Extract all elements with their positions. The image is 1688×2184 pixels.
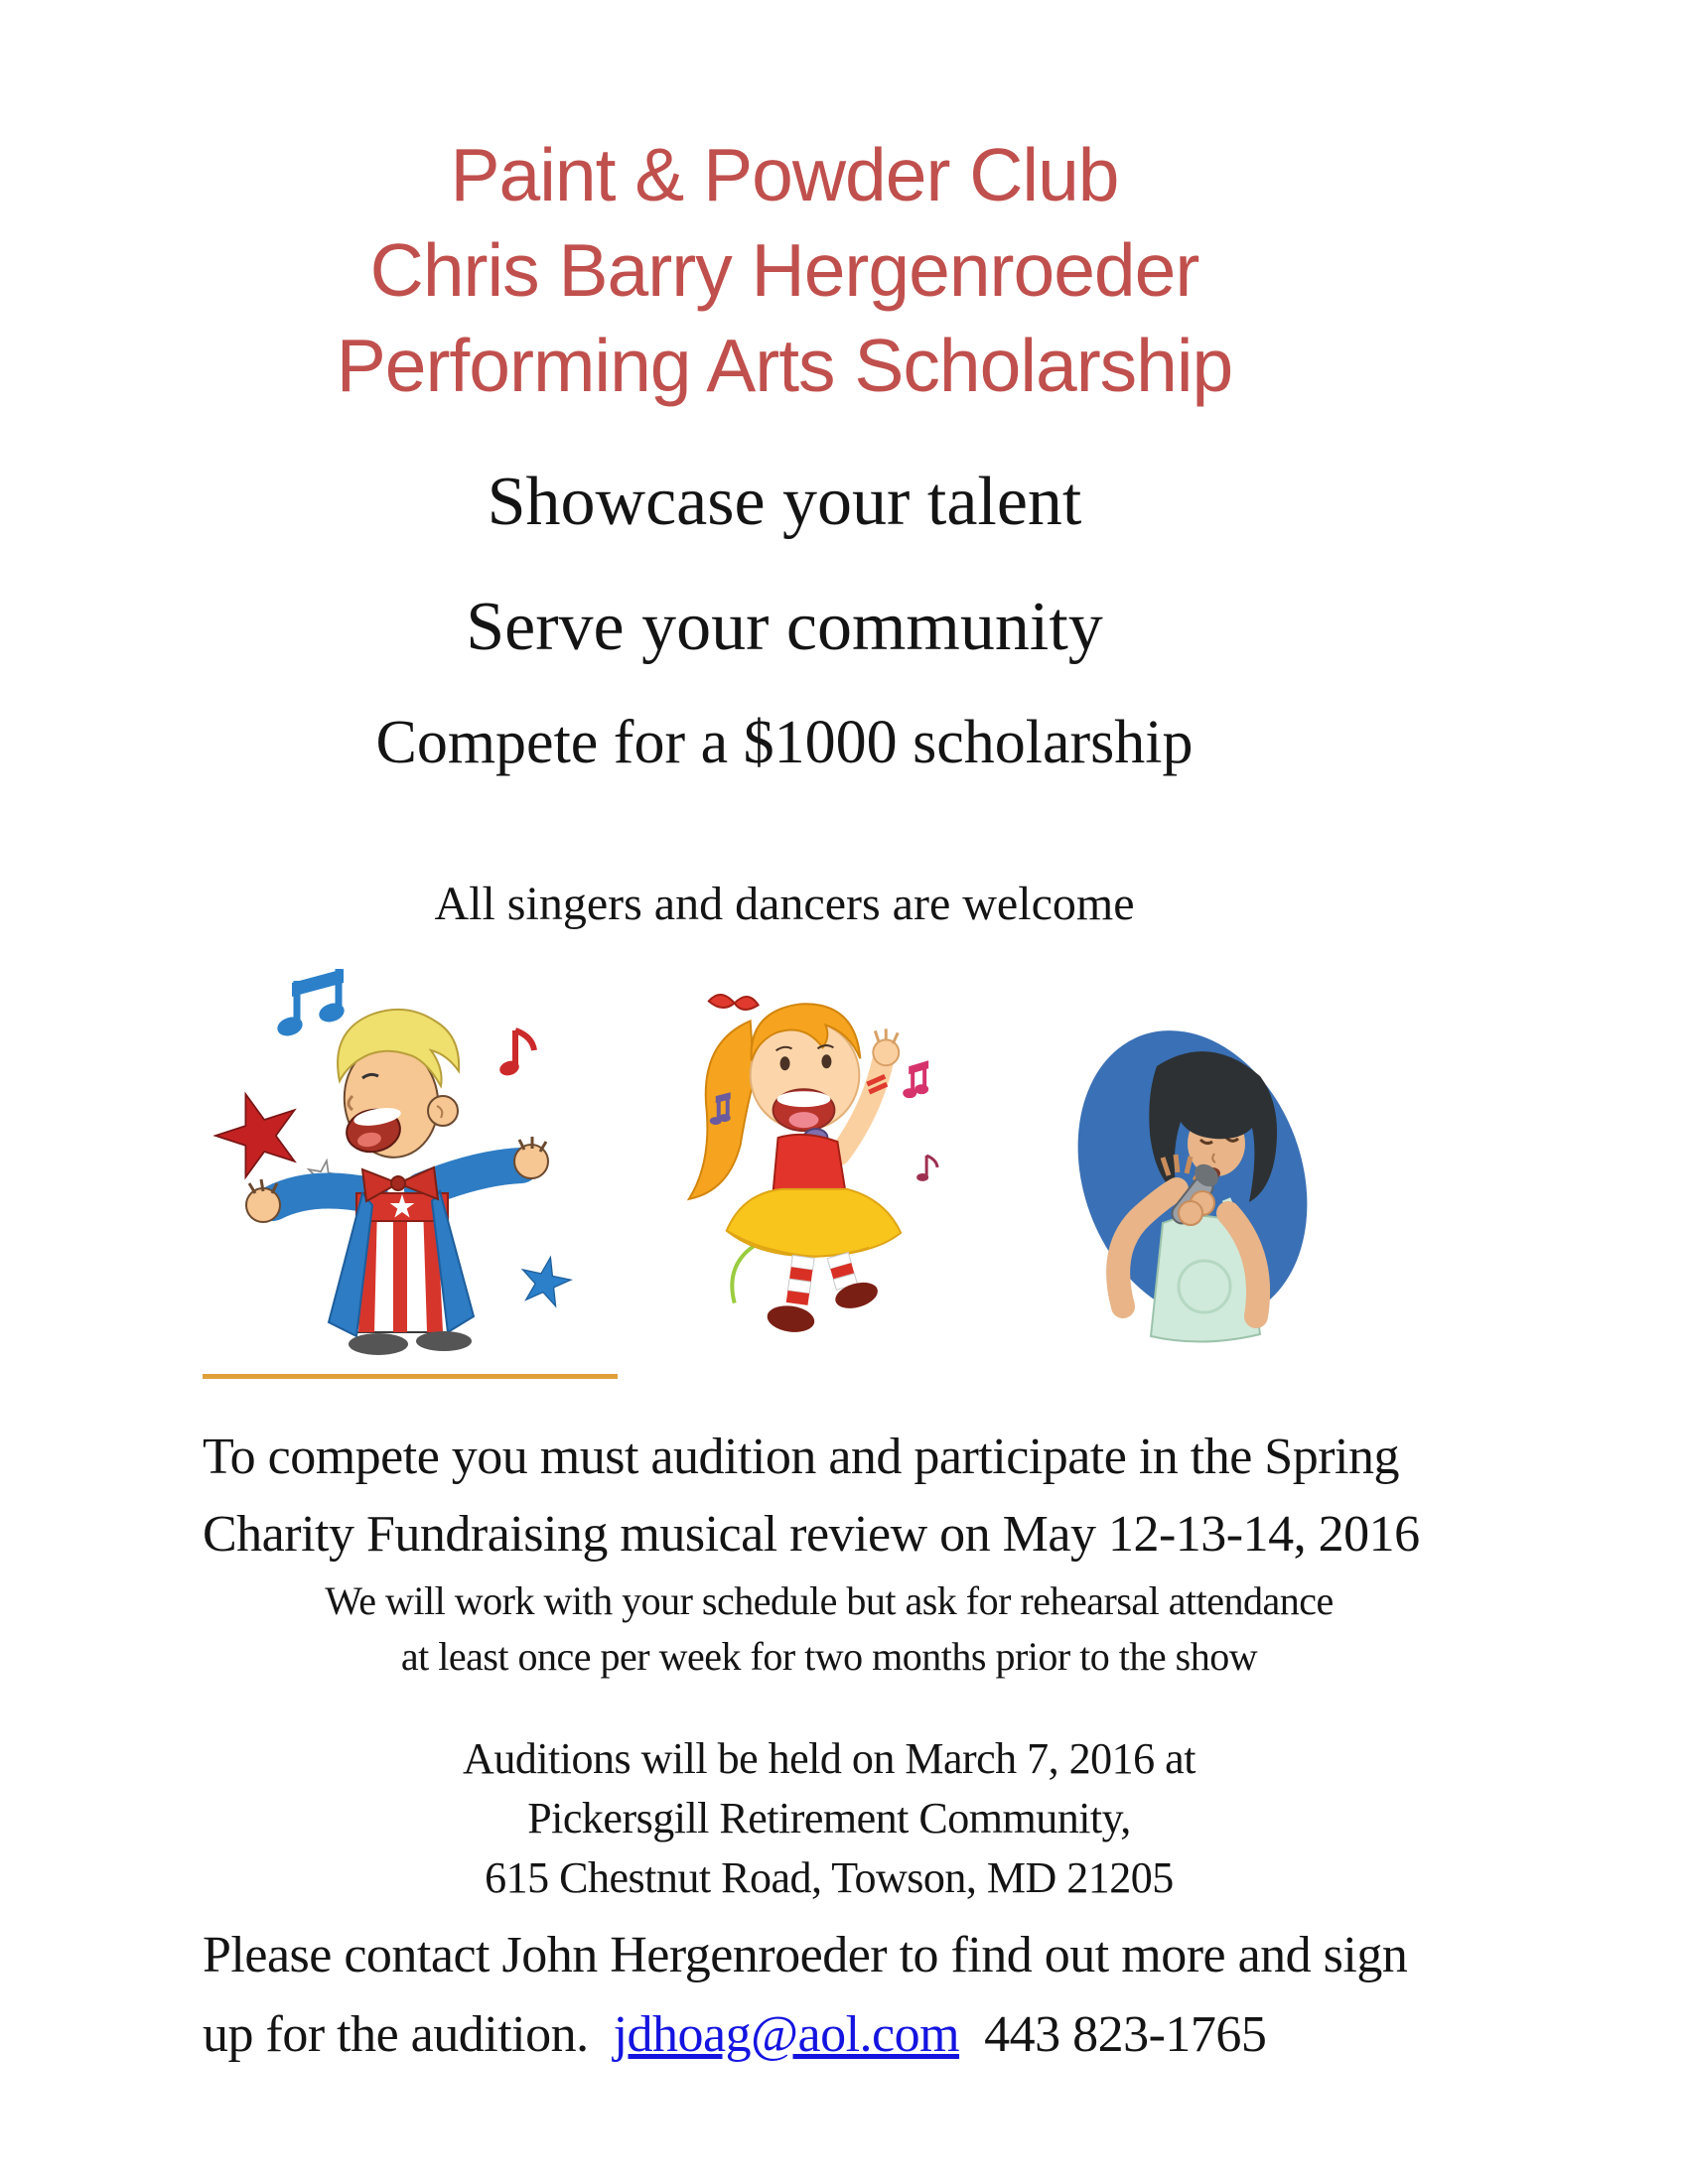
title-line-3: Performing Arts Scholarship — [336, 324, 1233, 407]
welcome-line: All singers and dancers are welcome — [434, 878, 1135, 930]
email-link[interactable]: jdhoag@aol.com — [613, 2006, 960, 2063]
compete-paragraph — [203, 1419, 1622, 1573]
contact-line-1: Please contact John Hergenroeder to find out more and sign — [203, 1927, 1408, 1983]
blue-music-notes-icon — [275, 969, 347, 1039]
rehearsal-note — [203, 1573, 1456, 1685]
headline-compete: Compete for a $1000 scholarship — [375, 709, 1194, 776]
title-line-1: Paint & Powder Club — [450, 133, 1119, 216]
rehearsal-note-line-1: We will work with your schedule but ask for rehearsal attendance — [325, 1578, 1334, 1623]
contact-line-2 — [203, 1995, 1652, 2075]
contact-line-2-text: up for the audition. — [203, 2006, 614, 2063]
divider-line — [203, 1374, 618, 1379]
rehearsal-note-line-2: at least once per week for two months prior to the show — [400, 1634, 1258, 1679]
auditions-line-2: Pickersgill Retirement Community, — [527, 1794, 1131, 1843]
dancing-girl-clipart — [632, 961, 973, 1353]
title-line-2: Chris Barry Hergenroeder — [369, 228, 1199, 312]
red-star-icon — [211, 1081, 310, 1182]
man-figure — [246, 1010, 548, 1355]
auditions-line-3: 615 Chestnut Road, Towson, MD 21205 — [485, 1853, 1174, 1902]
girl-figure — [689, 995, 901, 1335]
compete-paragraph-line-2: Charity Fundraising musical review on May 12-13-14, 2016 — [203, 1506, 1420, 1563]
blue-star-icon — [516, 1252, 574, 1307]
auditions-details — [203, 1729, 1456, 1908]
page-title — [0, 127, 1569, 413]
headline-showcase: Showcase your talent — [487, 464, 1082, 540]
clipart-row — [0, 943, 1569, 1374]
contact-paragraph — [203, 1916, 1652, 2075]
singing-man-clipart — [211, 945, 580, 1362]
compete-paragraph-line-1: To compete you must audition and participate in the Spring — [203, 1429, 1399, 1485]
auditions-line-1: Auditions will be held on March 7, 2016 at — [463, 1734, 1196, 1783]
headline-serve: Serve your community — [466, 589, 1103, 665]
contact-phone: 443 823-1765 — [959, 2006, 1267, 2063]
red-music-note-icon — [497, 1030, 534, 1078]
woman-singer-clipart — [1045, 1007, 1344, 1344]
